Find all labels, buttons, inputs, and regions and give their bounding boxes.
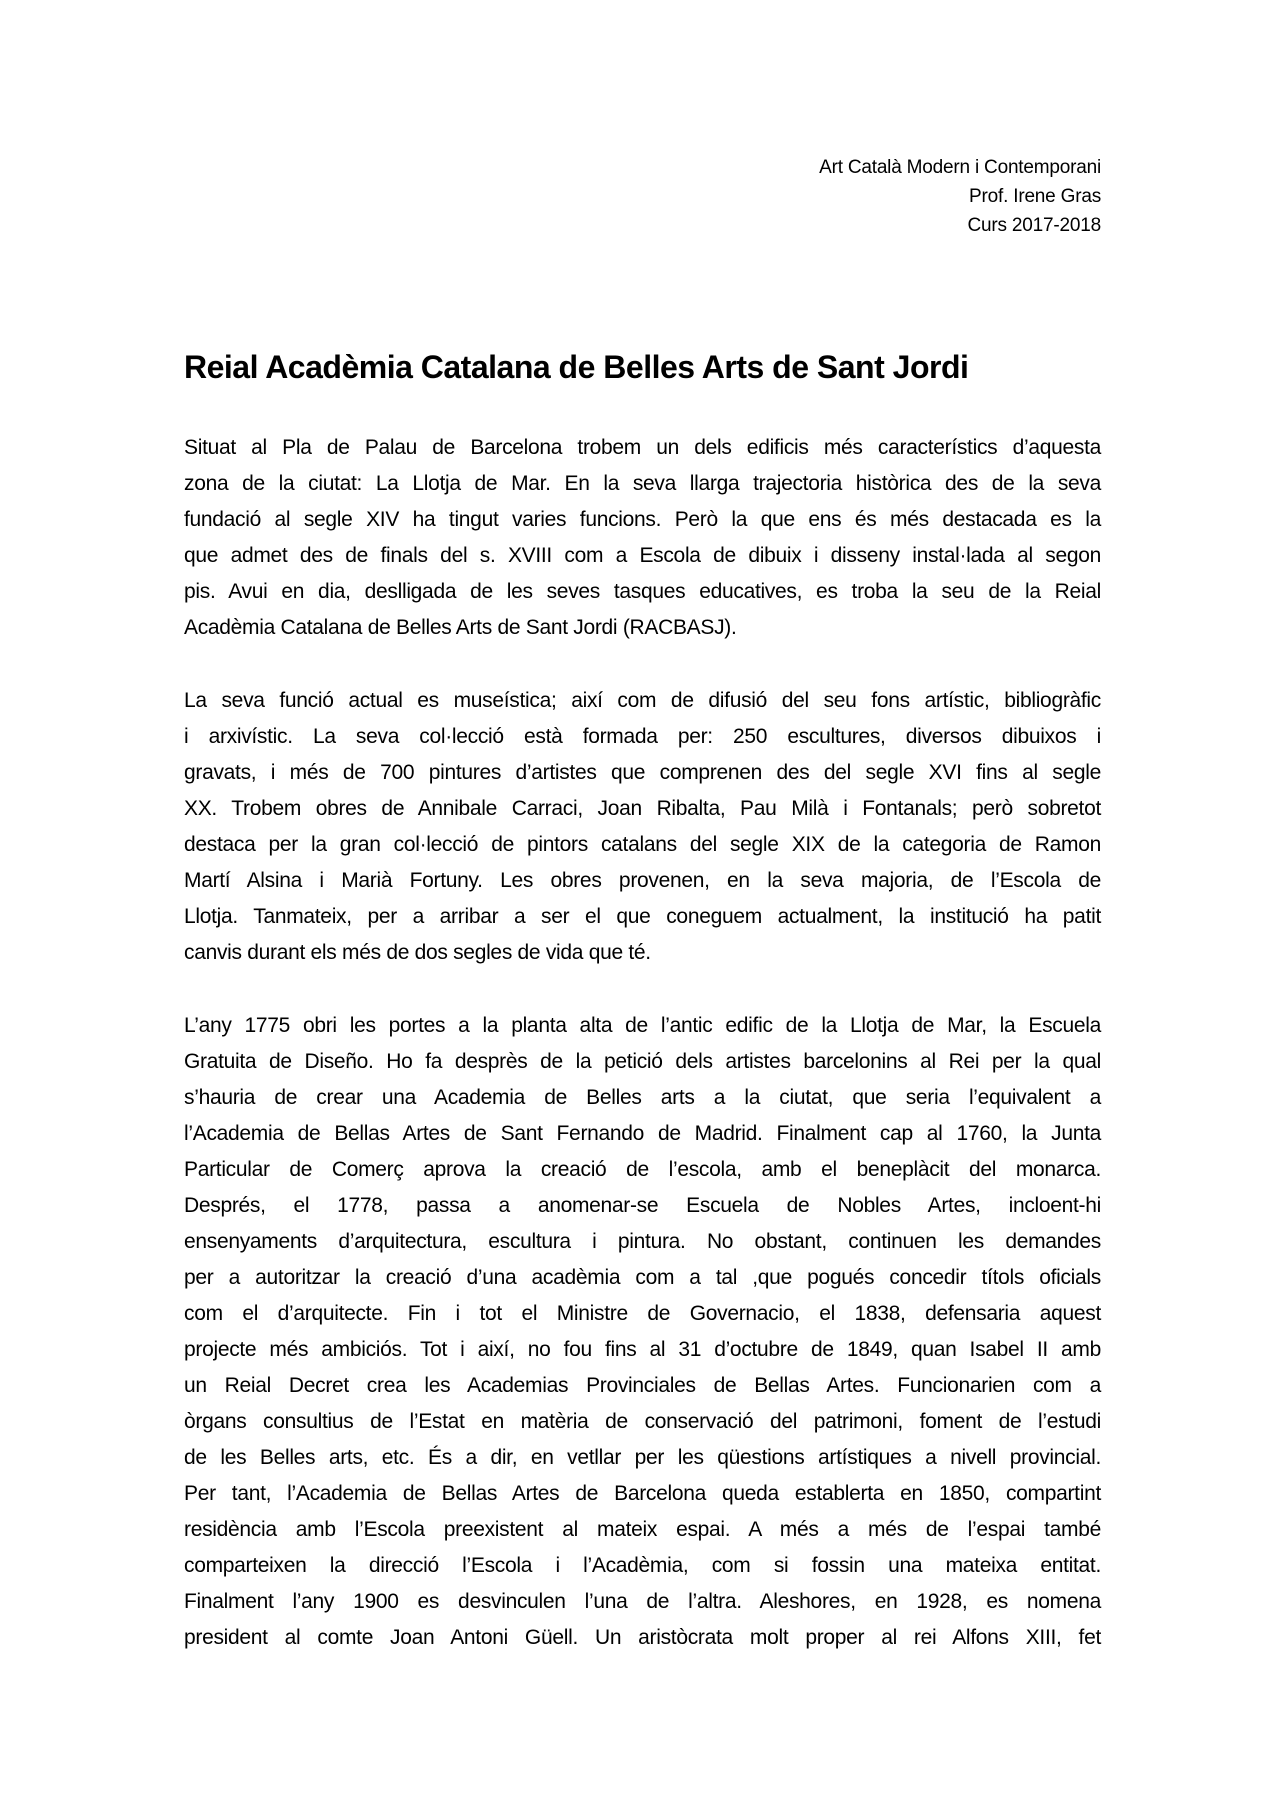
paragraph-line: Situat al Pla de Palau de Barcelona trobem un dels edificis més característics d’aquesta (184, 436, 1101, 459)
paragraph-3 (184, 1008, 1101, 1656)
paragraph-line: Finalment l’any 1900 es desvinculen l’una de l’altra. Aleshores, en 1928, es nomena (184, 1590, 1101, 1613)
paragraph-line: president al comte Joan Antoni Güell. Un aristòcrata molt proper al rei Alfons XIII, fet (184, 1626, 1101, 1649)
paragraph-line: que admet des de finals del s. XVIII com a Escola de dibuix i disseny instal·lada al segon (184, 544, 1101, 567)
paragraph-line: com el d’arquitecte. Fin i tot el Ministre de Governacio, el 1838, defensaria aquest (184, 1302, 1101, 1325)
paragraph-line: Particular de Comerç aprova la creació de l’escola, amb el beneplàcit del monarca. (184, 1158, 1101, 1181)
paragraph-line: gravats, i més de 700 pintures d’artistes que comprenen des del segle XVI fins al segle (184, 761, 1101, 784)
paragraph-line: XX. Trobem obres de Annibale Carraci, Joan Ribalta, Pau Milà i Fontanals; però sobretot (184, 797, 1101, 820)
paragraph-line: comparteixen la direcció l’Escola i l’Acadèmia, com si fossin una mateixa entitat. (184, 1554, 1101, 1577)
paragraph-line: de les Belles arts, etc. És a dir, en vetllar per les qüestions artístiques a nivell provincial. (184, 1446, 1101, 1469)
header-course: Art Català Modern i Contemporani (819, 157, 1101, 178)
paragraph-line: s’hauria de crear una Academia de Belles arts a la ciutat, que seria l’equivalent a (184, 1086, 1101, 1109)
header-term: Curs 2017-2018 (967, 215, 1101, 236)
paragraph-line: canvis durant els més de dos segles de vida que té. (184, 941, 651, 964)
paragraph-line: i arxivístic. La seva col·lecció està formada per: 250 escultures, diversos dibuixos i (184, 725, 1101, 748)
paragraph-line: ensenyaments d’arquitectura, escultura i pintura. No obstant, continuen les demandes (184, 1230, 1101, 1253)
paragraph-line: destaca per la gran col·lecció de pintors catalans del segle XIX de la categoria de Ramon (184, 833, 1101, 856)
document-title: Reial Acadèmia Catalana de Belles Arts de Sant Jordi (184, 349, 969, 385)
paragraph-line: pis. Avui en dia, deslligada de les seves tasques educatives, es troba la seu de la Reial (184, 580, 1101, 603)
header-professor: Prof. Irene Gras (969, 186, 1101, 207)
paragraph-line: Acadèmia Catalana de Belles Arts de Sant Jordi (RACBASJ). (184, 616, 737, 639)
paragraph-line: Per tant, l’Academia de Bellas Artes de Barcelona queda establerta en 1850, compartint (184, 1482, 1101, 1505)
paragraph-line: l’Academia de Bellas Artes de Sant Fernando de Madrid. Finalment cap al 1760, la Junta (184, 1122, 1101, 1145)
paragraph-1 (184, 430, 1101, 646)
paragraph-line: zona de la ciutat: La Llotja de Mar. En la seva llarga trajectoria històrica des de la seva (184, 472, 1101, 495)
paragraph-2 (184, 683, 1101, 971)
paragraph-line: per a autoritzar la creació d’una acadèmia com a tal ,que pogués concedir títols oficials (184, 1266, 1101, 1289)
paragraph-line: Gratuita de Diseño. Ho fa desprès de la petició dels artistes barcelonins al Rei per la qual (184, 1050, 1101, 1073)
paragraph-line: Llotja. Tanmateix, per a arribar a ser el que coneguem actualment, la institució ha patit (184, 905, 1101, 928)
paragraph-line: un Reial Decret crea les Academias Provinciales de Bellas Artes. Funcionarien com a (184, 1374, 1101, 1397)
paragraph-line: Després, el 1778, passa a anomenar-se Escuela de Nobles Artes, incloent-hi (184, 1194, 1101, 1217)
paragraph-line: òrgans consultius de l’Estat en matèria de conservació del patrimoni, foment de l’estudi (184, 1410, 1101, 1433)
paragraph-line: residència amb l’Escola preexistent al mateix espai. A més a més de l’espai també (184, 1518, 1101, 1541)
paragraph-line: fundació al segle XIV ha tingut varies funcions. Però la que ens és més destacada es la (184, 508, 1101, 531)
paragraph-line: La seva funció actual es museística; així com de difusió del seu fons artístic, bibliogràfic (184, 689, 1101, 712)
paragraph-line: Martí Alsina i Marià Fortuny. Les obres provenen, en la seva majoria, de l’Escola de (184, 869, 1101, 892)
document-header (819, 153, 1101, 240)
paragraph-line: projecte més ambiciós. Tot i així, no fou fins al 31 d’octubre de 1849, quan Isabel II amb (184, 1338, 1101, 1361)
paragraph-line: L’any 1775 obri les portes a la planta alta de l’antic edific de la Llotja de Mar, la Escuela (184, 1014, 1101, 1037)
